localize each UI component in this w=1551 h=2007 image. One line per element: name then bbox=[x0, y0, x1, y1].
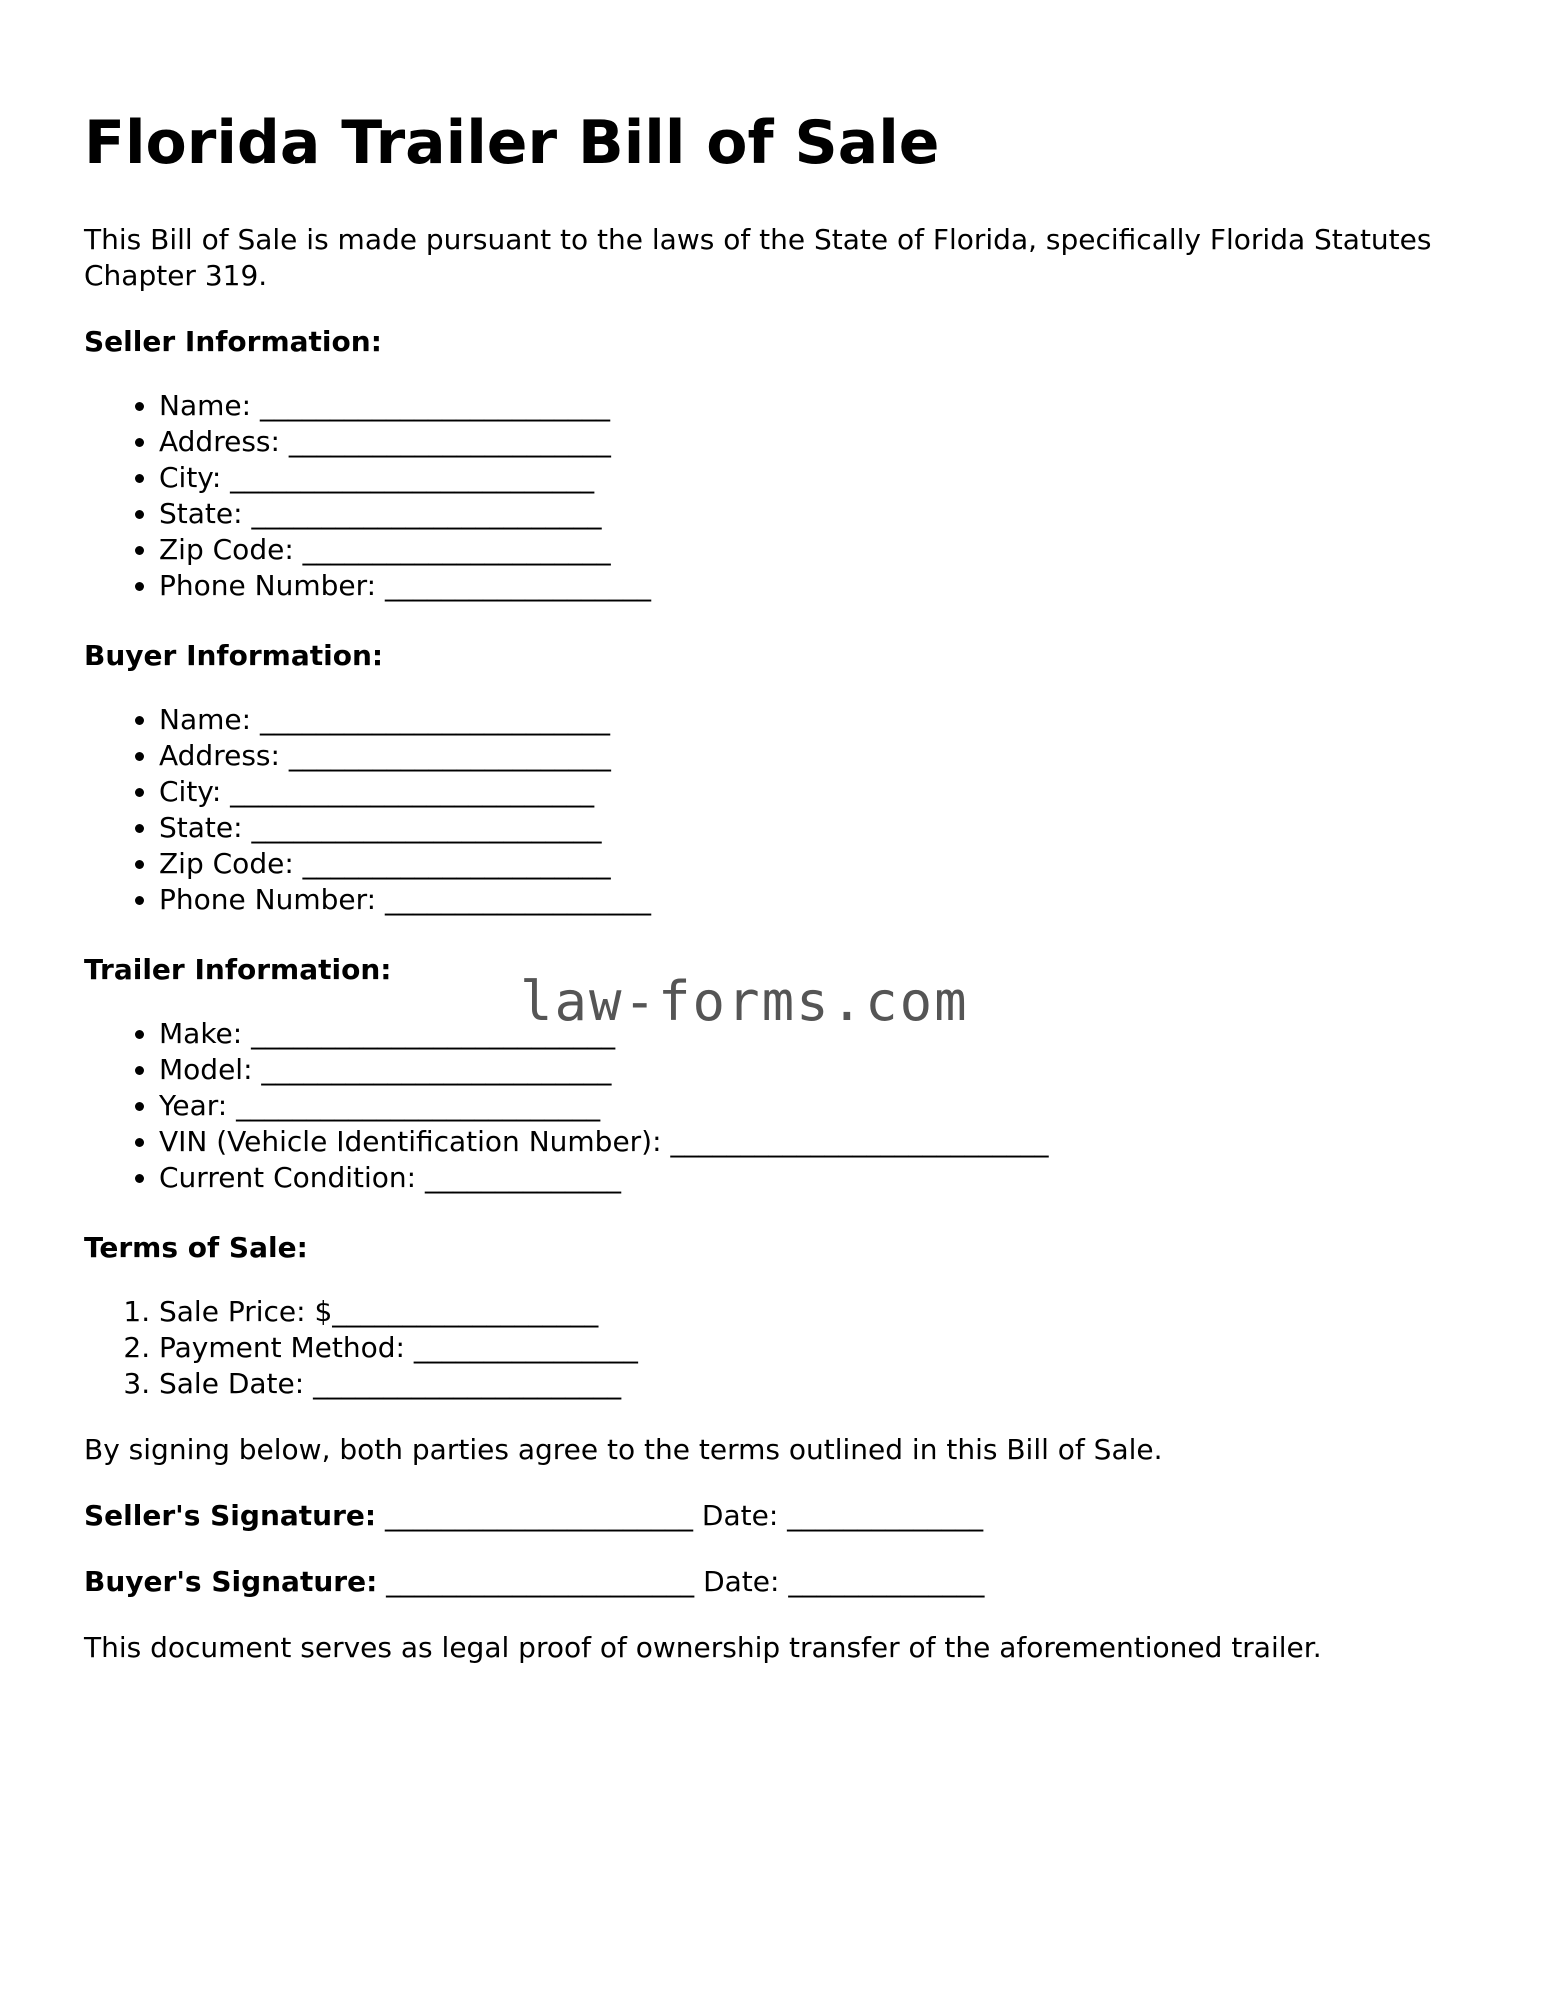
watermark-text: law-forms.com bbox=[520, 970, 969, 1033]
buyer-city-field: • City: __________________________ bbox=[159, 774, 651, 810]
buyer-name-field: • Name: _________________________ bbox=[159, 702, 651, 738]
seller-zip-field: • Zip Code: ______________________ bbox=[159, 532, 651, 568]
sale-price-field: 1. Sale Price: $___________________ bbox=[159, 1294, 638, 1330]
buyer-address-field: • Address: _______________________ bbox=[159, 738, 651, 774]
buyer-zip-field: • Zip Code: ______________________ bbox=[159, 846, 651, 882]
trailer-fields-list bbox=[84, 1016, 1048, 1196]
trailer-vin-field: • VIN (Vehicle Identification Number): ___________________________ bbox=[159, 1124, 1048, 1160]
seller-signature-line bbox=[84, 1498, 983, 1534]
buyer-signature-label: Buyer's Signature: bbox=[84, 1565, 378, 1598]
terms-list bbox=[84, 1294, 638, 1402]
buyer-state-field: • State: _________________________ bbox=[159, 810, 651, 846]
intro-paragraph: This Bill of Sale is made pursuant to the laws of the State of Florida, specifically Florida Statutes Chapter 319. bbox=[84, 223, 1432, 292]
trailer-heading: Trailer Information: bbox=[84, 953, 392, 986]
trailer-make-field: • Make: __________________________ bbox=[159, 1016, 1048, 1052]
trailer-model-field: • Model: _________________________ bbox=[159, 1052, 1048, 1088]
seller-signature-label: Seller's Signature: bbox=[84, 1499, 377, 1532]
seller-signature-blank: ______________________ Date: ______________ bbox=[376, 1499, 984, 1532]
buyer-signature-blank: ______________________ Date: ______________ bbox=[377, 1565, 985, 1598]
seller-state-field: • State: _________________________ bbox=[159, 496, 651, 532]
buyer-signature-line bbox=[84, 1564, 984, 1600]
seller-phone-field: • Phone Number: ___________________ bbox=[159, 568, 651, 604]
terms-heading: Terms of Sale: bbox=[84, 1231, 308, 1264]
closing-paragraph: This document serves as legal proof of ownership transfer of the aforementioned trailer. bbox=[84, 1631, 1322, 1664]
sale-date-field: 3. Sale Date: ______________________ bbox=[159, 1366, 638, 1402]
buyer-phone-field: • Phone Number: ___________________ bbox=[159, 882, 651, 918]
trailer-condition-field: • Current Condition: ______________ bbox=[159, 1160, 1048, 1196]
seller-heading: Seller Information: bbox=[84, 325, 382, 358]
agreement-paragraph: By signing below, both parties agree to the terms outlined in this Bill of Sale. bbox=[84, 1433, 1163, 1466]
payment-method-field: 2. Payment Method: ________________ bbox=[159, 1330, 638, 1366]
buyer-fields-list bbox=[84, 702, 651, 918]
trailer-year-field: • Year: __________________________ bbox=[159, 1088, 1048, 1124]
document-title: Florida Trailer Bill of Sale bbox=[84, 108, 940, 178]
seller-address-field: • Address: _______________________ bbox=[159, 424, 651, 460]
seller-city-field: • City: __________________________ bbox=[159, 460, 651, 496]
seller-fields-list bbox=[84, 388, 651, 604]
buyer-heading: Buyer Information: bbox=[84, 639, 384, 672]
seller-name-field: • Name: _________________________ bbox=[159, 388, 651, 424]
